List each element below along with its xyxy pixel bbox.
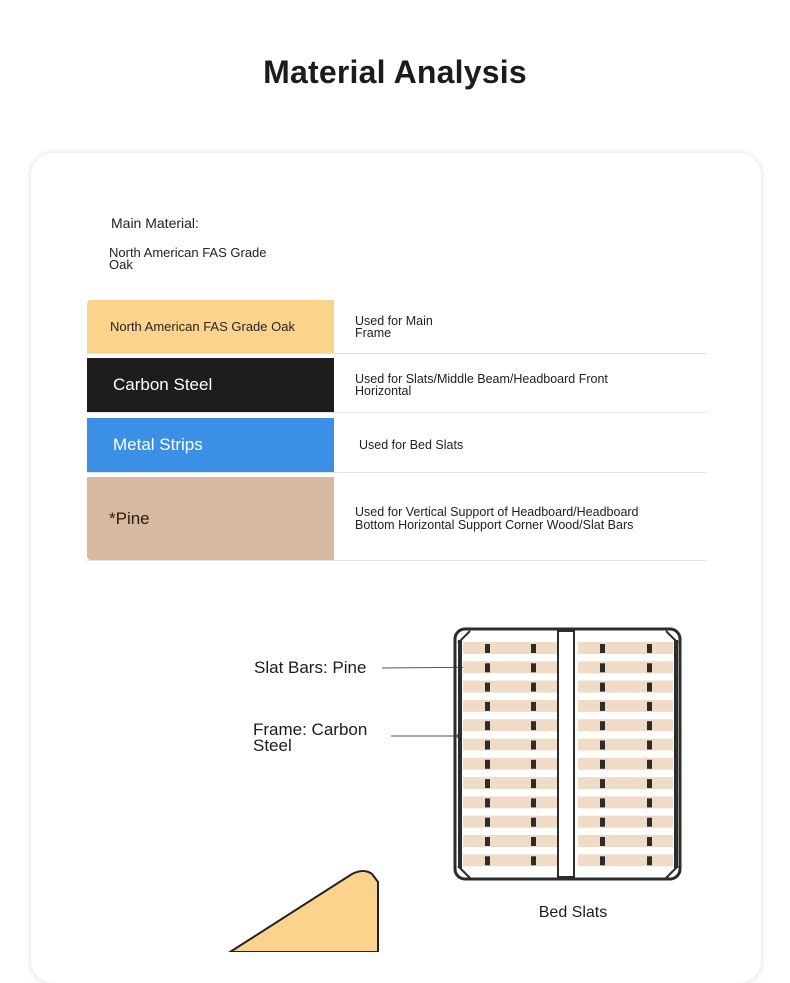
headboard-corner-shape (230, 871, 378, 952)
slat-bar (578, 719, 673, 731)
slat-clip (600, 856, 605, 865)
slat-clip (531, 779, 536, 788)
slat-clip (531, 721, 536, 730)
slat-bar (463, 642, 557, 654)
slat-clip (647, 818, 652, 827)
main-material-value: North American FAS Grade Oak (109, 245, 267, 272)
slat-clip (485, 760, 490, 769)
slat-clip (600, 779, 605, 788)
slat-bar (463, 661, 557, 673)
slat-clip (647, 683, 652, 692)
slat-clip (600, 683, 605, 692)
slat-clip (600, 760, 605, 769)
slat-bar (578, 739, 673, 751)
slat-clip (647, 663, 652, 672)
slat-clip (531, 663, 536, 672)
slat-clip (600, 837, 605, 846)
slat-bar (578, 835, 673, 847)
slat-bar (578, 642, 673, 654)
slat-clip (531, 702, 536, 711)
slat-clip (485, 644, 490, 653)
slat-bar (578, 681, 673, 693)
slat-clip (531, 644, 536, 653)
slat-bar (463, 854, 557, 866)
slat-bar (463, 777, 557, 789)
slat-clip (600, 702, 605, 711)
material-name-carbon-steel: Carbon Steel (87, 358, 334, 412)
slat-clip (531, 856, 536, 865)
slat-bar (578, 854, 673, 866)
slat-clip (600, 663, 605, 672)
slat-clip (647, 779, 652, 788)
slat-bar (463, 719, 557, 731)
slat-clip (600, 741, 605, 750)
middle-beam (558, 631, 574, 877)
slat-bar (463, 835, 557, 847)
slat-clip (531, 798, 536, 807)
slat-clip (531, 760, 536, 769)
slat-clip (531, 818, 536, 827)
slat-clip (485, 837, 490, 846)
slat-clip (600, 721, 605, 730)
material-use-oak: Used for Main Frame (355, 313, 433, 340)
left-rail (458, 640, 462, 868)
slat-clip (531, 837, 536, 846)
slat-clip (647, 760, 652, 769)
material-name-oak: North American FAS Grade Oak (87, 300, 334, 353)
page-title: Material Analysis (263, 54, 527, 90)
slat-bar (578, 816, 673, 828)
slat-bar (578, 661, 673, 673)
slat-clip (485, 741, 490, 750)
slat-clip (485, 663, 490, 672)
slat-bar (578, 758, 673, 770)
slat-bar (463, 816, 557, 828)
diagram-caption: Bed Slats (538, 904, 608, 921)
material-name-metal-strips: Metal Strips (87, 418, 334, 472)
slat-bar (578, 796, 673, 808)
slat-clip (485, 818, 490, 827)
slat-clip (647, 644, 652, 653)
slat-bar (463, 796, 557, 808)
right-rail (674, 640, 678, 868)
slat-bar (463, 700, 557, 712)
material-name-pine: *Pine (87, 477, 334, 560)
slat-clip (647, 741, 652, 750)
slat-clip (647, 856, 652, 865)
slat-clip (485, 798, 490, 807)
callout-slat-bars: Slat Bars: Pine (254, 658, 367, 677)
slat-clip (531, 741, 536, 750)
slat-clip (485, 779, 490, 788)
slat-clip (600, 798, 605, 807)
slat-clip (647, 702, 652, 711)
slat-clip (485, 856, 490, 865)
slat-bar (463, 758, 557, 770)
main-material-label: Main Material: (111, 215, 199, 231)
slat-bar (578, 700, 673, 712)
callout-frame: Frame: Carbon Steel (253, 720, 368, 755)
slat-bar (578, 777, 673, 789)
slat-clip (485, 702, 490, 711)
material-use-pine: Used for Vertical Support of Headboard/Headboard Bottom Horizontal Support Corner Wood/Slat Bars (355, 504, 639, 532)
slat-clip (485, 721, 490, 730)
slat-clip (647, 837, 652, 846)
material-use-carbon-steel: Used for Slats/Middle Beam/Headboard Front Horizontal (355, 372, 608, 398)
slat-bar (463, 681, 557, 693)
slat-clip (600, 644, 605, 653)
corner-bracket (458, 631, 470, 643)
slat-clip (647, 721, 652, 730)
slat-clip (531, 683, 536, 692)
slat-clip (647, 798, 652, 807)
slat-clip (600, 818, 605, 827)
material-use-metal-strips: Used for Bed Slats (359, 438, 464, 452)
slat-bar (463, 739, 557, 751)
slat-clip (485, 683, 490, 692)
